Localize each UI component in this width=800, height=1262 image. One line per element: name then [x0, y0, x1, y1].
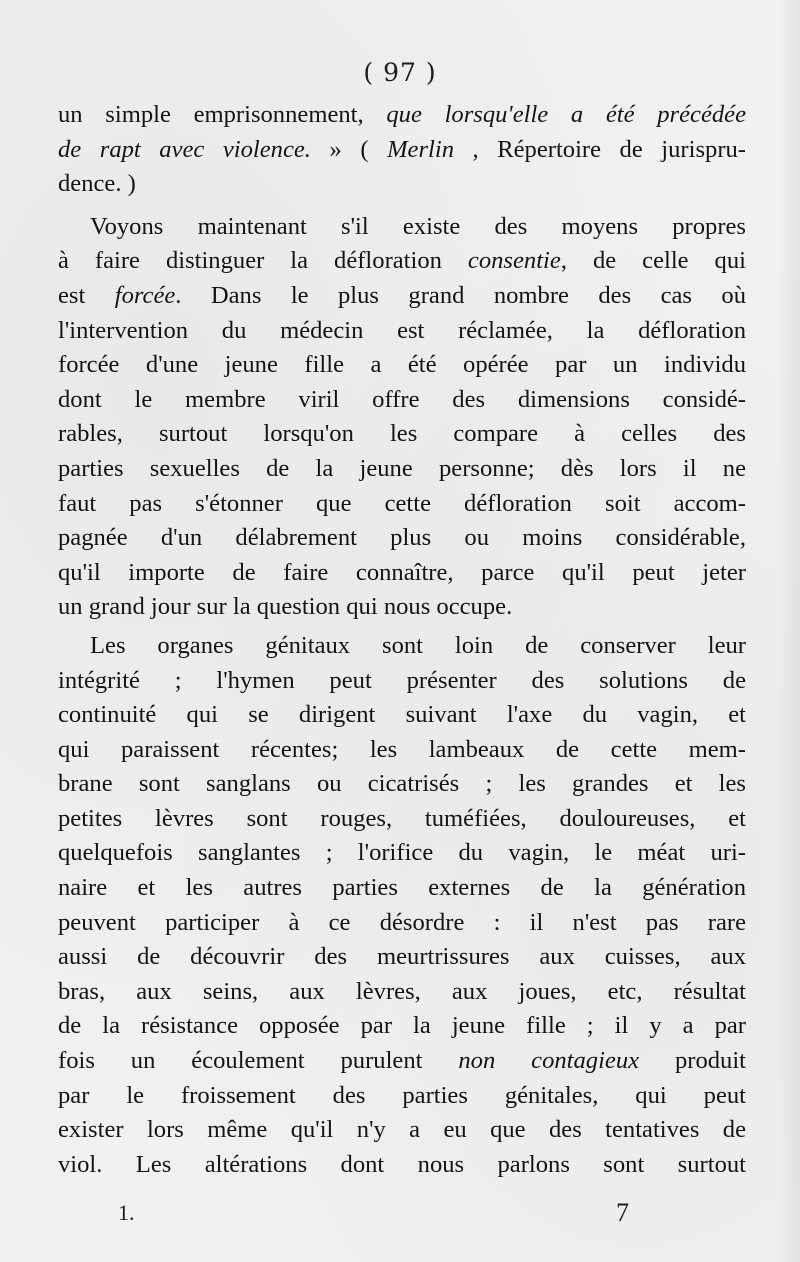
text-run: forcée d'une jeune fille a été opérée par un individu	[58, 351, 746, 379]
text-line	[58, 556, 746, 591]
italic-run: forcée	[114, 281, 176, 309]
italic-run: non contagieux	[458, 1047, 640, 1075]
text-line	[58, 698, 746, 733]
text-run: viol. Les altérations dont nous parlons sont surtout	[58, 1150, 746, 1178]
text-run: » (	[310, 135, 388, 163]
text-run: Voyons maintenant s'il existe des moyens propres	[90, 212, 746, 240]
text-line	[58, 1113, 746, 1148]
text-run: , Répertoire de jurispru-	[454, 135, 746, 163]
text-line	[58, 1044, 746, 1079]
text-run: à faire distinguer la défloration	[58, 247, 468, 275]
text-run: Les organes génitaux sont loin de conserver leur	[90, 631, 746, 659]
page-edge-shadow	[778, 0, 800, 1262]
text-line	[58, 940, 746, 975]
text-line	[58, 383, 746, 418]
paragraph-gap	[58, 202, 746, 210]
text-run: continuité qui se dirigent suivant l'axe du vagin, et	[58, 701, 746, 729]
text-line	[58, 279, 746, 314]
text-line	[58, 590, 746, 625]
text-run: dont le membre viril offre des dimensions considé-	[58, 385, 746, 413]
italic-run: de rapt avec violence.	[58, 135, 311, 163]
text-run: bras, aux seins, aux lèvres, aux joues, etc, résultat	[58, 977, 746, 1005]
text-run: intégrité ; l'hymen peut présenter des solutions de	[58, 666, 746, 694]
text-run: aussi de découvrir des meurtrissures aux cuisses, aux	[58, 943, 746, 971]
italic-run: Merlin	[387, 135, 454, 163]
text-line	[58, 629, 746, 664]
text-run: peuvent participer à ce désordre : il n'est pas rare	[58, 908, 746, 936]
text-run: , de celle qui	[560, 247, 746, 275]
text-run: rables, surtout lorsqu'on les compare à celles des	[58, 420, 746, 448]
text-run: . Dans le plus grand nombre des cas où	[175, 281, 747, 309]
text-run: est	[58, 281, 115, 309]
paragraph	[58, 98, 746, 202]
text-run: exister lors même qu'il n'y a eu que des tentatives de	[58, 1116, 746, 1144]
text-line	[58, 210, 746, 245]
body-text	[58, 98, 746, 1182]
italic-run: que lorsqu'elle a été précédée	[386, 101, 747, 128]
text-run: naire et les autres parties externes de la génération	[58, 874, 746, 902]
text-run: un simple emprisonnement,	[58, 101, 387, 128]
text-run: qui paraissent récentes; les lambeaux de cette mem-	[58, 735, 746, 763]
text-line	[58, 314, 746, 349]
text-run: brane sont sanglans ou cicatrisés ; les grandes et les	[58, 770, 746, 798]
signature-mark: 1.	[118, 1200, 135, 1225]
text-run: un grand jour sur la question qui nous occupe.	[58, 593, 513, 621]
text-line	[58, 1009, 746, 1044]
text-run: parties sexuelles de la jeune personne; dès lors il ne	[58, 454, 746, 482]
text-line	[58, 417, 746, 452]
text-line	[58, 975, 746, 1010]
text-line	[58, 521, 746, 556]
text-run: quelquefois sanglantes ; l'orifice du vagin, le méat uri-	[58, 839, 746, 867]
text-run: l'intervention du médecin est réclamée, la défloration	[58, 316, 746, 344]
text-run: pagnée d'un délabrement plus ou moins considérable,	[58, 524, 746, 552]
text-run: fois un écoulement purulent	[58, 1047, 459, 1075]
text-run: par le froissement des parties génitales, qui peut	[58, 1081, 746, 1109]
sheet-number: 7	[616, 1198, 629, 1227]
text-run: faut pas s'étonner que cette défloration soit accom-	[58, 489, 746, 517]
text-line	[58, 664, 746, 699]
text-line	[58, 1079, 746, 1114]
paragraph	[58, 629, 746, 1183]
text-run: produit	[639, 1047, 746, 1075]
text-line	[58, 1148, 746, 1183]
page-number: ( 97 )	[363, 58, 437, 87]
text-line	[58, 244, 746, 279]
text-line	[58, 98, 746, 133]
text-line	[58, 802, 746, 837]
text-line	[58, 733, 746, 768]
text-line	[58, 487, 746, 522]
italic-run: consentie	[467, 247, 561, 275]
text-run: de la résistance opposée par la jeune fille ; il y a par	[58, 1012, 746, 1040]
text-line	[58, 348, 746, 383]
paragraph	[58, 210, 746, 625]
text-run: petites lèvres sont rouges, tuméfiées, douloureuses, et	[58, 804, 746, 832]
text-line	[58, 133, 746, 168]
text-line	[58, 167, 746, 202]
text-line	[58, 767, 746, 802]
text-run: dence. )	[58, 170, 136, 198]
text-line	[58, 906, 746, 941]
text-line	[58, 871, 746, 906]
text-run: qu'il importe de faire connaître, parce qu'il peut jeter	[58, 558, 746, 586]
text-line	[58, 836, 746, 871]
text-line	[58, 452, 746, 487]
